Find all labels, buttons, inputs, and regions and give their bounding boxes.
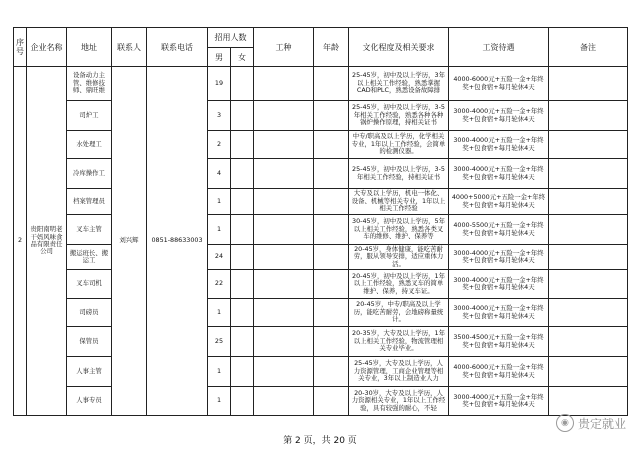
male-count: 1 [208,387,231,416]
header-company: 企业名称 [27,28,67,67]
male-count: 3 [208,101,231,131]
salary-cell: 3500-4500元+五险一金+年终奖+包食宿+每月轮休4天 [449,327,549,357]
header-note: 备注 [549,28,628,67]
watermark [556,414,626,432]
job-cell: 叉车司机 [67,270,112,299]
job-type-cell [254,189,314,215]
salary-cell: 3000-4000元+五险一金+年终奖+包食宿+每月轮休4天 [449,131,549,159]
note-cell [549,189,628,215]
female-count [231,159,254,189]
salary-cell: 4000-6000元+五险一金+年终奖+包食宿+每月轮休4天 [449,357,549,387]
female-count [231,215,254,245]
job-cell: 设备动力主管、维修技师、鼎旺维 [67,67,112,101]
female-count [231,387,254,416]
job-cell: 保管员 [67,327,112,357]
header-seq: 序号 [14,28,27,67]
requirement-cell: 20-45岁，初中及以上学历，1年以上工作经验，熟悉叉车的简单维护、保养，持叉车证。 [349,270,449,299]
female-count [231,270,254,299]
job-cell: 司炉工 [67,101,112,131]
age-cell [314,131,349,159]
male-count: 2 [208,131,231,159]
requirement-cell: 25-45岁，初中及以上学历，3年以上相关工作经验，熟悉掌握CAD和PLC，熟悉设备故障排 [349,67,449,101]
header-hire-count: 招用人数 [208,28,254,48]
header-job: 工种 [254,28,314,67]
age-cell [314,101,349,131]
male-count: 19 [208,67,231,101]
contact-cell: 刘兴辉 [112,67,147,416]
note-cell [549,387,628,416]
requirement-cell: 25-45岁，初中及以上学历，3-5年相关工作经验，熟悉各种各种锅炉操作原理，持相关证书 [349,101,449,131]
page-footer: 第 2 页，共 20 页 [283,436,357,446]
salary-cell: 3000-4000元+五险一金+年终奖+包食宿+每月轮休4天 [449,159,549,189]
requirement-cell: 25-45岁，初中及以上学历，3-5年相关工作经验，持相关证书 [349,159,449,189]
female-count [231,357,254,387]
requirement-cell: 大专及以上学历，机电一体化、设备、机械等相关专业，1年以上相关工作经验 [349,189,449,215]
salary-cell: 3000-4000元+五险一金+年终奖+包食宿+每月轮休4天 [449,270,549,299]
job-cell: 水处理工 [67,131,112,159]
header-address: 地址 [67,28,112,67]
age-cell [314,159,349,189]
salary-cell: 4000-6000元+五险一金+年终奖+包食宿+每月轮休4天 [449,67,549,101]
age-cell [314,189,349,215]
male-count: 25 [208,327,231,357]
female-count [231,245,254,270]
male-count: 1 [208,215,231,245]
phone-cell: 0851-88633003 [147,67,208,416]
salary-cell: 3000-4000元+五险一金+年终奖+包食宿+每月轮休4天 [449,387,549,416]
note-cell [549,67,628,101]
female-count [231,67,254,101]
male-count: 1 [208,357,231,387]
male-count: 4 [208,159,231,189]
male-count: 1 [208,299,231,327]
header-female: 女 [231,48,254,67]
job-cell: 叉车主管 [67,215,112,245]
requirement-cell: 20-45岁，身体健康，能吃苦耐劳，服从领导安排，适应重体力活。 [349,245,449,270]
job-type-cell [254,101,314,131]
requirement-cell: 20-35岁，大专及以上学历，1年以上相关工作经验，物流管理相关专业毕业。 [349,327,449,357]
job-type-cell [254,270,314,299]
requirement-cell: 30-45岁，初中及以上学历，5年以上相关工作经验，熟悉各类叉车的维修、维护、保养等 [349,215,449,245]
male-count: 24 [208,245,231,270]
header-contact: 联系人 [112,28,147,67]
salary-cell: 4000-5500元+五险一金+年终奖+包食宿+每月轮休4天 [449,215,549,245]
wechat-icon: ◉ [556,414,574,432]
requirement-cell: 25-45岁，大专及以上学历，人力资源管理，工商企业管理等相关专业，3年以上制造业人力 [349,357,449,387]
male-count: 22 [208,270,231,299]
note-cell [549,299,628,327]
note-cell [549,159,628,189]
age-cell [314,67,349,101]
watermark-text: 贵定就业 [577,416,626,431]
female-count [231,299,254,327]
requirement-cell: 中专/职高及以上学历，化学相关专业，1年以上工作经验，会简单的检测仪器。 [349,131,449,159]
header-age: 年龄 [314,28,349,67]
job-type-cell [254,159,314,189]
job-table [13,27,628,416]
age-cell [314,357,349,387]
job-type-cell [254,299,314,327]
age-cell [314,387,349,416]
job-cell: 冷库操作工 [67,159,112,189]
job-type-cell [254,131,314,159]
note-cell [549,270,628,299]
job-cell: 司磅员 [67,299,112,327]
job-type-cell [254,357,314,387]
job-type-cell [254,327,314,357]
female-count [231,131,254,159]
job-type-cell [254,215,314,245]
salary-cell: 3000-4000元+五险一金+年终奖+包食宿+每月轮休4天 [449,299,549,327]
age-cell [314,299,349,327]
note-cell [549,131,628,159]
job-cell: 档案管理员 [67,189,112,215]
requirement-cell: 20-45岁，中专/职高及以上学历，能吃苦耐劳，会地磅称量统计。 [349,299,449,327]
job-type-cell [254,387,314,416]
requirement-cell: 20-30岁，大专及以上学历，人力资源相关专业，1年以上工作经验，具有较强的耐心，不轻 [349,387,449,416]
female-count [231,327,254,357]
header-salary: 工资待遇 [449,28,549,67]
header-requirement: 文化程度及相关要求 [349,28,449,67]
age-cell [314,327,349,357]
salary-cell: 3000-4000元+五险一金+年终奖+包食宿+每月轮休4天 [449,245,549,270]
job-cell: 人事主管 [67,357,112,387]
note-cell [549,215,628,245]
female-count [231,101,254,131]
note-cell [549,357,628,387]
job-cell: 人事专员 [67,387,112,416]
salary-cell: 4000+5000元+五险一金+年终奖+包食宿+每月轮休4天 [449,189,549,215]
job-type-cell [254,245,314,270]
job-cell: 搬运班长、搬运工 [67,245,112,270]
seq-cell: 2 [14,67,27,416]
age-cell [314,245,349,270]
age-cell [314,215,349,245]
job-type-cell [254,67,314,101]
company-cell: 贵阳南明老干妈风味食品有限责任公司 [27,67,67,416]
note-cell [549,101,628,131]
salary-cell: 3000-4000元+五险一金+年终奖+包食宿+每月轮休4天 [449,101,549,131]
age-cell [314,270,349,299]
header-phone: 联系电话 [147,28,208,67]
female-count [231,189,254,215]
note-cell [549,327,628,357]
header-male: 男 [208,48,231,67]
male-count: 1 [208,189,231,215]
note-cell [549,245,628,270]
